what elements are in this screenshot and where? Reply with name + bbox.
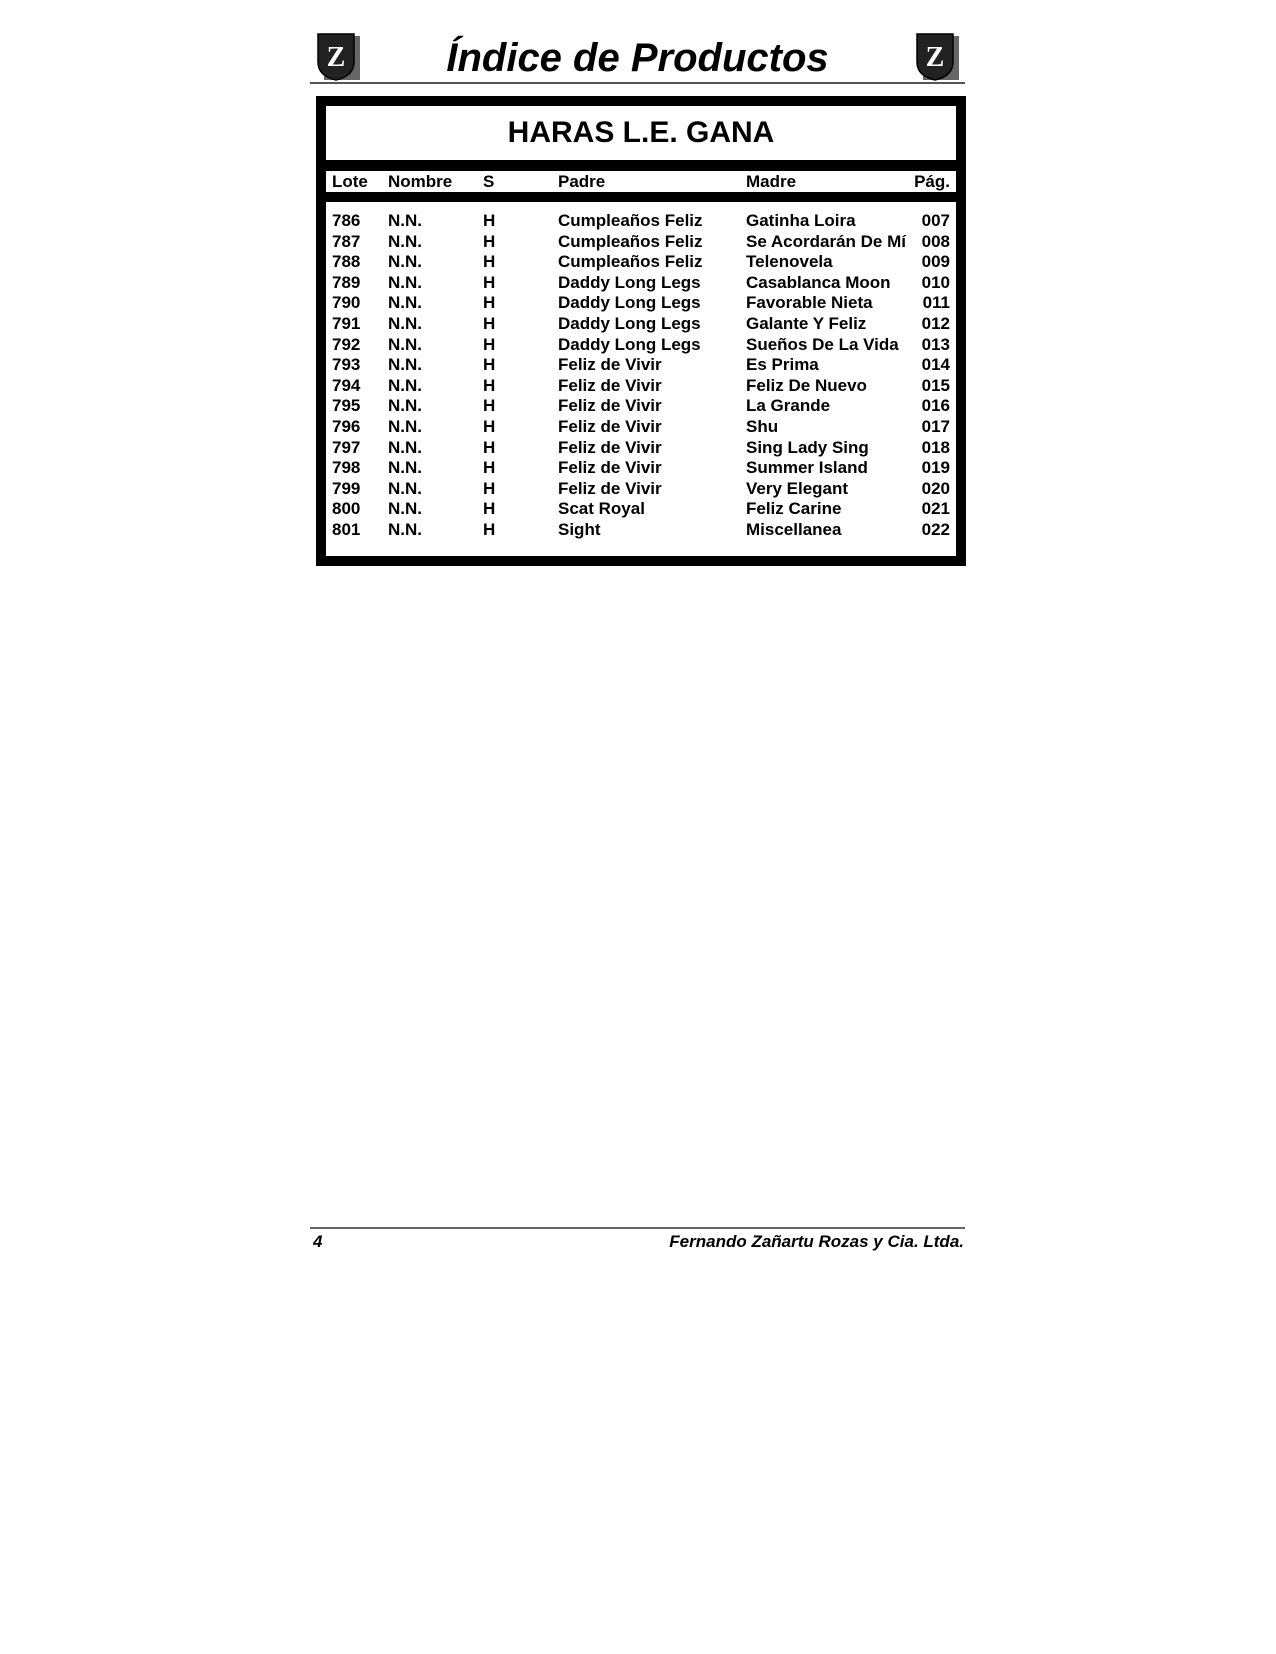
cell-lote: 786 [332, 211, 361, 230]
cell-s: H [483, 520, 496, 539]
cell-lote: 794 [332, 375, 361, 395]
cell-nombre: N.N. [388, 293, 422, 313]
section-title-box [326, 106, 956, 160]
logo-icon [913, 32, 961, 82]
cell-lote: 801 [332, 520, 361, 539]
column-header-padre: Padre [558, 172, 606, 191]
cell-madre: Sing Lady Sing [746, 437, 869, 457]
table-row [326, 375, 956, 396]
cell-nombre: N.N. [388, 520, 422, 539]
cell-lote: 796 [332, 417, 361, 436]
cell-s: H [483, 499, 496, 519]
cell-lote: 800 [332, 499, 361, 519]
cell-pag: 009 [921, 252, 950, 272]
column-header-madre: Madre [746, 172, 797, 191]
cell-lote: 793 [332, 355, 361, 375]
cell-madre: Feliz De Nuevo [746, 375, 867, 395]
cell-lote: 791 [332, 314, 361, 333]
cell-nombre: N.N. [388, 272, 422, 292]
table-row [326, 334, 956, 355]
cell-madre: Casablanca Moon [746, 272, 891, 292]
cell-pag: 022 [921, 520, 950, 539]
cell-s: H [483, 417, 496, 436]
cell-s: H [483, 355, 496, 375]
cell-s: H [483, 293, 496, 313]
cell-nombre: N.N. [388, 417, 422, 436]
cell-pag: 020 [921, 478, 950, 498]
cell-lote: 789 [332, 272, 361, 292]
cell-s: H [483, 375, 496, 395]
cell-s: H [483, 396, 496, 416]
cell-madre: Telenovela [746, 252, 833, 272]
cell-pag: 014 [921, 355, 950, 375]
cell-nombre: N.N. [388, 231, 422, 251]
cell-s: H [483, 272, 496, 292]
cell-madre: Sueños De La Vida [746, 334, 899, 354]
table-row [326, 519, 956, 540]
cell-madre: Favorable Nieta [746, 293, 873, 313]
header-divider [310, 82, 965, 84]
cell-nombre: N.N. [388, 355, 422, 375]
cell-madre: Shu [746, 417, 779, 436]
cell-padre: Cumpleaños Feliz [558, 231, 703, 251]
footer-divider [310, 1227, 965, 1229]
table-row [326, 210, 956, 231]
cell-lote: 790 [332, 293, 361, 313]
table-body [326, 202, 956, 556]
cell-nombre: N.N. [388, 211, 422, 230]
cell-madre: Gatinha Loira [746, 211, 856, 230]
cell-madre: Galante Y Feliz [746, 314, 867, 333]
cell-padre: Daddy Long Legs [558, 272, 701, 292]
cell-lote: 798 [332, 458, 361, 478]
cell-s: H [483, 252, 496, 272]
cell-s: H [483, 314, 496, 333]
cell-nombre: N.N. [388, 499, 422, 519]
cell-nombre: N.N. [388, 334, 422, 354]
cell-padre: Cumpleaños Feliz [558, 252, 703, 272]
table-row [326, 395, 956, 416]
cell-nombre: N.N. [388, 314, 422, 333]
cell-padre: Feliz de Vivir [558, 396, 662, 416]
svg-text:Z: Z [925, 42, 945, 73]
cell-pag: 010 [921, 272, 950, 292]
table-row [326, 272, 956, 293]
cell-nombre: N.N. [388, 478, 422, 498]
cell-pag: 015 [921, 375, 950, 395]
cell-s: H [483, 478, 496, 498]
cell-pag: 016 [921, 396, 950, 416]
cell-s: H [483, 231, 496, 251]
cell-lote: 792 [332, 334, 361, 354]
cell-s: H [483, 334, 496, 354]
column-header-lote: Lote [332, 172, 368, 191]
table-row [326, 416, 956, 437]
cell-padre: Feliz de Vivir [558, 478, 662, 498]
cell-padre: Daddy Long Legs [558, 293, 701, 313]
cell-s: H [483, 437, 496, 457]
table-row [326, 251, 956, 272]
cell-lote: 799 [332, 478, 361, 498]
cell-pag: 021 [921, 499, 950, 519]
cell-padre: Cumpleaños Feliz [558, 211, 703, 230]
cell-lote: 787 [332, 231, 361, 251]
cell-pag: 019 [921, 458, 950, 478]
cell-padre: Feliz de Vivir [558, 417, 662, 436]
footer-page-number: 4 [313, 1232, 323, 1251]
cell-pag: 007 [921, 211, 950, 230]
cell-pag: 012 [921, 314, 950, 333]
product-table-frame [316, 96, 966, 566]
cell-lote: 795 [332, 396, 361, 416]
cell-pag: 017 [921, 417, 950, 436]
cell-madre: Very Elegant [746, 478, 849, 498]
table-row [326, 231, 956, 252]
cell-padre: Feliz de Vivir [558, 355, 662, 375]
cell-padre: Scat Royal [558, 499, 645, 519]
svg-text:Z: Z [326, 42, 346, 73]
cell-s: H [483, 458, 496, 478]
cell-madre: Feliz Carine [746, 499, 842, 519]
cell-madre: Es Prima [746, 355, 819, 375]
cell-madre: La Grande [746, 396, 831, 416]
section-title: HARAS L.E. GANA [507, 116, 775, 149]
cell-padre: Feliz de Vivir [558, 437, 662, 457]
table-row [326, 478, 956, 499]
cell-madre: Summer Island [746, 458, 868, 478]
cell-nombre: N.N. [388, 252, 422, 272]
page-header [310, 30, 965, 84]
cell-lote: 788 [332, 252, 361, 272]
page-title: Índice de Productos [446, 36, 829, 80]
cell-nombre: N.N. [388, 396, 422, 416]
cell-madre: Miscellanea [746, 520, 842, 539]
cell-padre: Daddy Long Legs [558, 314, 701, 333]
table-row [326, 498, 956, 519]
cell-padre: Daddy Long Legs [558, 334, 701, 354]
table-row [326, 313, 956, 334]
table-row [326, 457, 956, 478]
cell-padre: Feliz de Vivir [558, 458, 662, 478]
cell-pag: 011 [922, 293, 950, 313]
cell-nombre: N.N. [388, 458, 422, 478]
cell-padre: Sight [558, 520, 601, 539]
cell-pag: 013 [921, 334, 950, 354]
cell-pag: 008 [921, 231, 950, 251]
column-header-nombre: Nombre [388, 172, 453, 191]
column-header-s: S [483, 172, 495, 191]
footer-company: Fernando Zañartu Rozas y Cia. Ltda. [669, 1232, 964, 1251]
table-row [326, 437, 956, 458]
cell-madre: Se Acordarán De Mí [746, 231, 906, 251]
cell-nombre: N.N. [388, 375, 422, 395]
table-row [326, 292, 956, 313]
cell-s: H [483, 211, 496, 230]
cell-pag: 018 [921, 437, 950, 457]
cell-padre: Feliz de Vivir [558, 375, 662, 395]
table-header-row [326, 171, 956, 192]
cell-nombre: N.N. [388, 437, 422, 457]
cell-lote: 797 [332, 437, 361, 457]
column-header-pag: Pág. [914, 172, 950, 191]
table-row [326, 354, 956, 375]
